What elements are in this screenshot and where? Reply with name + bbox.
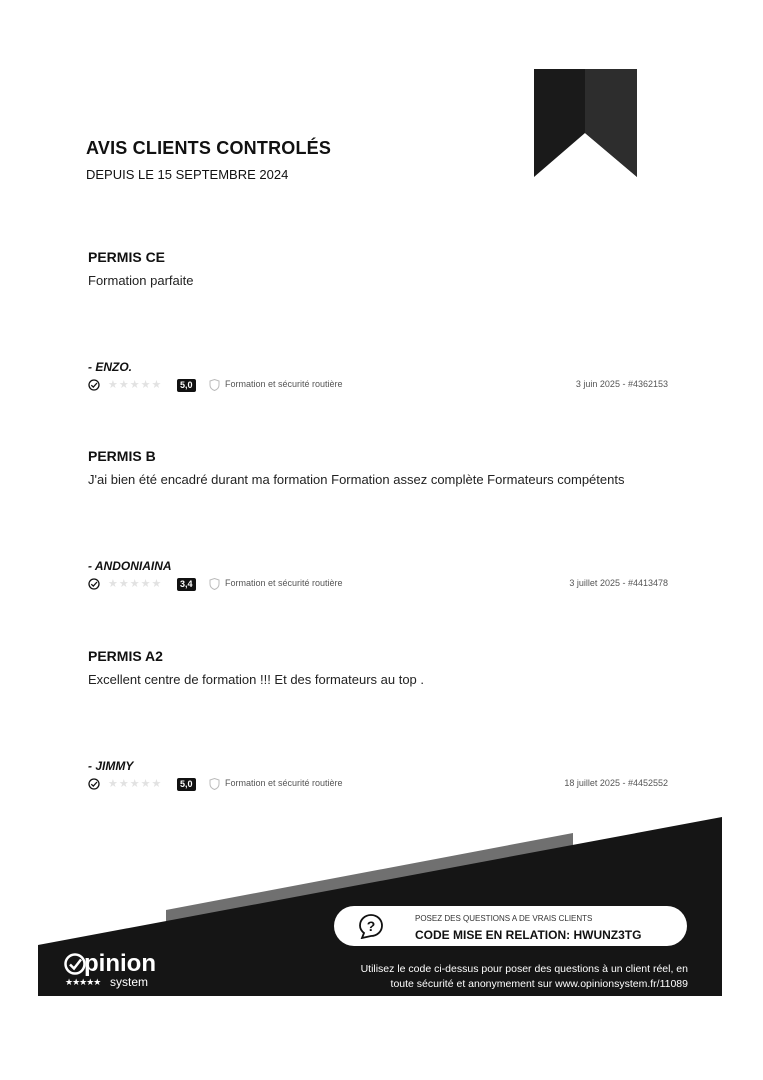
opinion-system-logo [64,950,164,992]
rating-score: 5,0 [177,379,196,392]
logo-system-text: system [110,975,149,989]
verified-check-icon [88,778,100,790]
logo-wordmark: pinion [84,950,156,977]
page-title: AVIS CLIENTS CONTROLÉS [86,138,332,158]
review-author: - ENZO. [88,360,132,374]
review-category: PERMIS A2 [88,648,163,664]
review-meta [88,378,668,394]
footer-info-line: toute sécurité et anonymement sur www.opinionsystem.fr/11089 [390,978,688,990]
contact-code: CODE MISE EN RELATION: HWUNZ3TG [415,928,642,942]
shield-icon [209,578,220,590]
footer-info-line: Utilisez le code ci-dessus pour poser des questions à un client réel, en [360,963,688,975]
shield-icon [209,778,220,790]
review-author: - ANDONIAINA [88,559,172,573]
bookmark-ribbon-icon [534,69,637,177]
review-date-ref: 18 juillet 2025 - #4452552 [564,778,668,788]
logo-stars-icon: ★★★★★ [65,977,101,987]
review-category: PERMIS B [88,448,156,464]
review-item [88,249,688,409]
check-circle-logo-icon [64,953,86,975]
rating-stars: ★★★★★ [108,578,163,590]
svg-text:?: ? [366,918,376,934]
service-label: Formation et sécurité routière [225,379,343,389]
review-meta [88,777,668,793]
rating-score: 5,0 [177,778,196,791]
contact-code-box [334,906,687,946]
service-label: Formation et sécurité routière [225,578,343,588]
review-category: PERMIS CE [88,249,166,265]
question-icon [358,913,384,939]
service-label: Formation et sécurité routière [225,778,343,788]
review-text: J'ai bien été encadré durant ma formation Formation assez complète Formateurs compétents [88,472,625,487]
rating-score: 3,4 [177,578,196,591]
review-date-ref: 3 juin 2025 - #4362153 [575,379,668,389]
review-meta [88,577,668,593]
verified-check-icon [88,379,100,391]
rating-stars: ★★★★★ [108,379,163,391]
verified-check-icon [88,578,100,590]
rating-stars: ★★★★★ [108,778,163,790]
review-date-ref: 3 juillet 2025 - #4413478 [569,578,668,588]
page-subtitle: DEPUIS LE 15 SEPTEMBRE 2024 [86,167,289,182]
footer-info [300,962,688,992]
review-author: - JIMMY [88,759,134,773]
review-item [88,448,688,608]
contact-prompt: POSEZ DES QUESTIONS A DE VRAIS CLIENTS [415,914,593,923]
shield-icon [209,379,220,391]
review-text: Excellent centre de formation !!! Et des formateurs au top . [88,672,425,687]
review-text: Formation parfaite [88,273,194,288]
review-item [88,648,688,808]
